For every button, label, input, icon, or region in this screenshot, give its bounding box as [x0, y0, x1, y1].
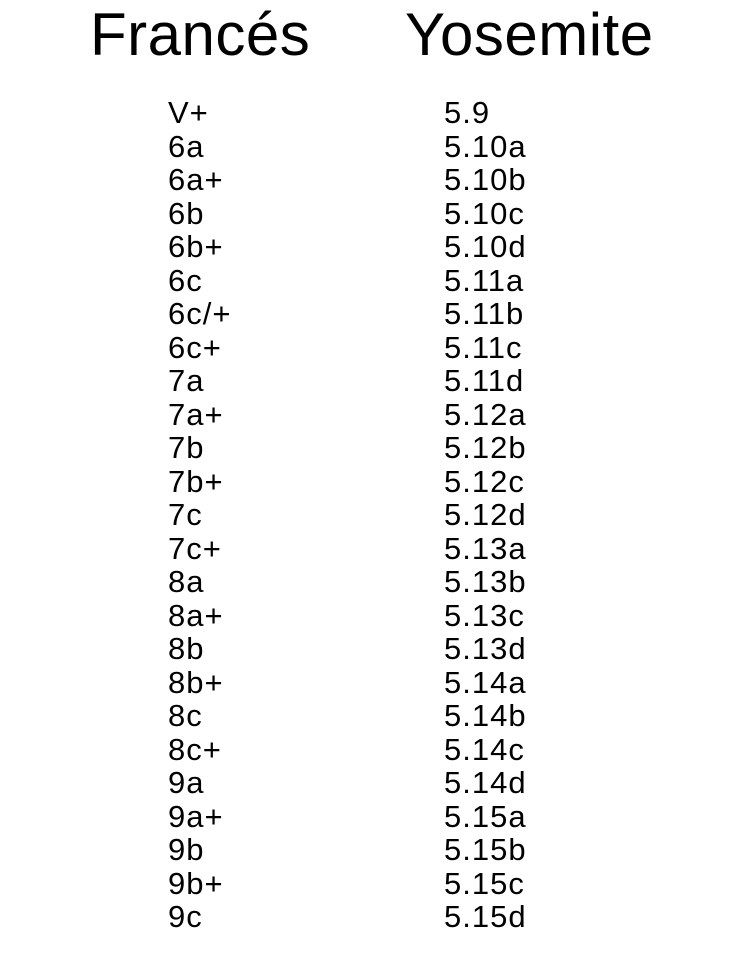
table-row — [0, 733, 750, 767]
yosemite-grade: 5.14a — [444, 664, 527, 700]
frances-grade: 9a+ — [168, 798, 224, 834]
yosemite-grade: 5.15c — [444, 865, 525, 901]
yosemite-grade: 5.12d — [444, 497, 527, 532]
frances-grade: 9b+ — [168, 865, 224, 901]
yosemite-grade: 5.15a — [444, 798, 527, 834]
yosemite-grade: 5.12c — [444, 463, 525, 499]
frances-grade: 8b+ — [168, 664, 224, 700]
table-row — [0, 599, 750, 633]
yosemite-grade: 5.13a — [444, 530, 527, 566]
table-row — [0, 833, 750, 867]
table-row — [0, 297, 750, 331]
table-row — [0, 632, 750, 666]
frances-grade: 7c — [168, 497, 203, 532]
frances-grade: 6b — [168, 195, 205, 231]
table-row — [0, 130, 750, 164]
frances-grade: 8c — [168, 698, 203, 733]
header-yosemite: Yosemite — [405, 1, 654, 68]
yosemite-grade: 5.10a — [444, 128, 527, 164]
frances-grade: V+ — [168, 95, 209, 130]
yosemite-grade: 5.15d — [444, 899, 527, 934]
frances-grade: 9b — [168, 832, 205, 867]
header-frances: Francés — [90, 1, 311, 68]
table-row — [0, 900, 750, 934]
frances-grade: 7a — [168, 363, 205, 398]
yosemite-grade: 5.9 — [444, 95, 491, 130]
table-row — [0, 163, 750, 197]
frances-grade: 6c/+ — [168, 296, 232, 331]
yosemite-grade: 5.13c — [444, 597, 525, 633]
yosemite-grade: 5.14b — [444, 698, 527, 733]
table-row — [0, 398, 750, 432]
yosemite-grade: 5.14c — [444, 731, 525, 767]
table-row — [0, 666, 750, 700]
grade-table — [0, 96, 750, 934]
frances-grade: 8a+ — [168, 597, 224, 633]
yosemite-grade: 5.12a — [444, 396, 527, 432]
table-row — [0, 766, 750, 800]
table-row — [0, 465, 750, 499]
yosemite-grade: 5.11d — [444, 363, 525, 398]
frances-grade: 6a — [168, 128, 205, 164]
table-row — [0, 331, 750, 365]
table-row — [0, 800, 750, 834]
table-row — [0, 867, 750, 901]
frances-grade: 7a+ — [168, 396, 224, 432]
yosemite-grade: 5.10d — [444, 229, 527, 264]
frances-grade: 8a — [168, 564, 205, 599]
table-row — [0, 230, 750, 264]
yosemite-grade: 5.10b — [444, 162, 527, 197]
frances-grade: 9a — [168, 765, 205, 800]
yosemite-grade: 5.11c — [444, 329, 523, 365]
table-row — [0, 364, 750, 398]
yosemite-grade: 5.12b — [444, 430, 527, 465]
frances-grade: 8c+ — [168, 731, 222, 767]
yosemite-grade: 5.13b — [444, 564, 527, 599]
yosemite-grade: 5.13d — [444, 631, 527, 666]
yosemite-grade: 5.11a — [444, 262, 525, 298]
yosemite-grade: 5.11b — [444, 296, 525, 331]
table-row — [0, 264, 750, 298]
yosemite-grade: 5.15b — [444, 832, 527, 867]
frances-grade: 9c — [168, 899, 203, 934]
table-header — [0, 0, 750, 70]
frances-grade: 7b — [168, 430, 205, 465]
yosemite-grade: 5.10c — [444, 195, 525, 231]
table-row — [0, 532, 750, 566]
table-row — [0, 197, 750, 231]
yosemite-grade: 5.14d — [444, 765, 527, 800]
frances-grade: 6b+ — [168, 229, 224, 264]
frances-grade: 6c — [168, 262, 203, 298]
table-row — [0, 699, 750, 733]
frances-grade: 6c+ — [168, 329, 222, 365]
table-row — [0, 565, 750, 599]
table-row — [0, 498, 750, 532]
frances-grade: 7b+ — [168, 463, 224, 499]
frances-grade: 7c+ — [168, 530, 222, 566]
frances-grade: 8b — [168, 631, 205, 666]
frances-grade: 6a+ — [168, 162, 224, 197]
table-row — [0, 96, 750, 130]
table-row — [0, 431, 750, 465]
